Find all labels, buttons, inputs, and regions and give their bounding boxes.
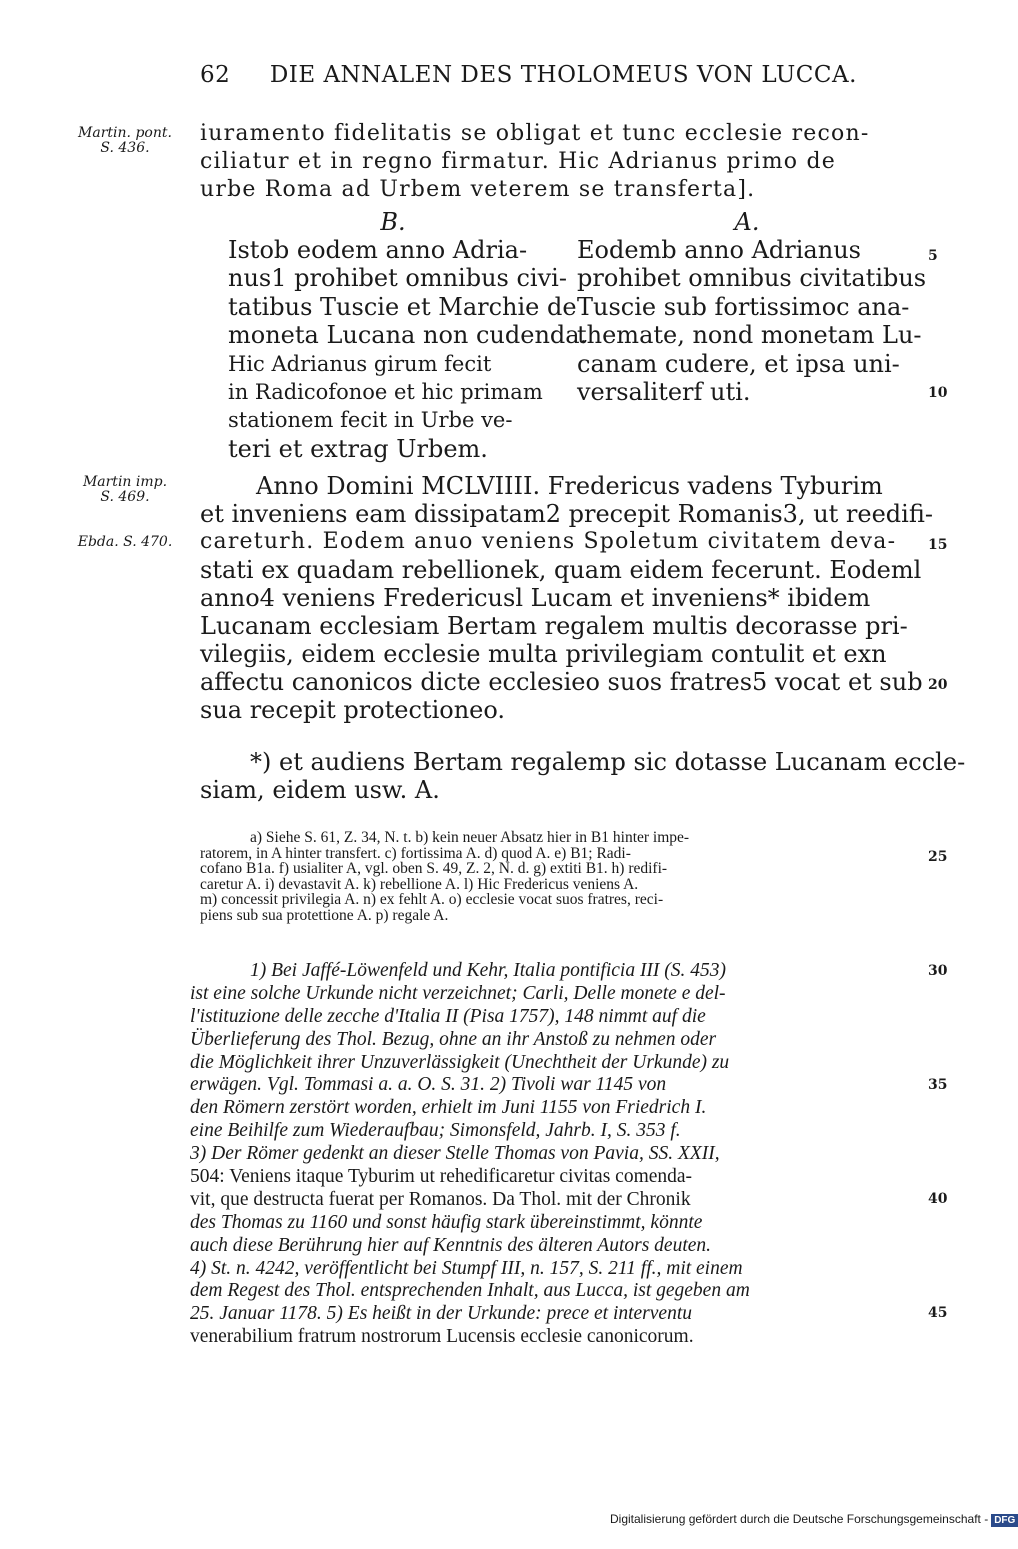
text-line: die Möglichkeit ihrer Unzuverlässigkeit (Unechtheit der Urkunde) zu [190,1051,730,1073]
line-number: 10 [928,385,948,401]
text-line: tatibus Tuscie et Marchie de [228,292,577,321]
text-line: prohibet omnibus civitatibus [577,264,927,293]
text-line: piens sub sua protettione A. p) regale A. [200,906,449,924]
text-line: canam cudere, et ipsa uni- [577,349,900,378]
text-line: vit, que destructa fuerat per Romanos. Da Thol. mit der Chronik [190,1188,691,1210]
text-line: moneta Lucana non cudenda. [228,321,588,350]
line-number: 20 [928,677,948,693]
text-line: a) Siehe S. 61, Z. 34, N. t. b) kein neuer Absatz hier in B1 hinter impe- [250,829,690,846]
text-line: Tuscie sub fortissimoc ana- [577,292,910,321]
text-line: den Römern zerstört worden, erhielt im Juni 1155 von Friedrich I. [190,1097,707,1119]
text-line: Anno Domini MCLVIIII. Fredericus vadens Tyburim [256,472,883,500]
text-line: ist eine solche Urkunde nicht verzeichnet; Carli, Delle monete e del- [190,982,726,1004]
text-line: themate, nond monetam Lu- [577,321,922,350]
line-number: 45 [928,1305,948,1321]
page-number: 62 [200,62,231,88]
text-line: teri et extrag Urbem. [228,434,488,463]
text-line: m) concessit privilegia A. n) ex fehlt A. o) ecclesie vocat suos fratres, reci- [200,891,664,908]
text-line: Istob eodem anno Adria- [228,236,528,264]
text-line: venerabilium fratrum nostrorum Lucensis ecclesie canonicorum. [190,1326,694,1348]
text-line: in Radicofonoe et hic primam [228,379,543,404]
text-line: Überlieferung des Thol. Bezug, ohne an ihr Anstoß zu nehmen oder [190,1028,717,1050]
text-line: ciliatur et in regno firmatur. Hic Adrianus primo de [200,149,836,174]
margin-note-martin-pont [60,126,190,156]
text-line: anno4 veniens Fredericusl Lucam et inveniens* ibidem [200,584,871,612]
dfg-logo: DFG [991,1514,1018,1527]
text-line: vilegiis, eidem ecclesie multa privilegiam contulit et exn [200,640,887,668]
text-line: 3) Der Römer gedenkt an dieser Stelle Thomas von Pavia, SS. XXII, [190,1143,720,1165]
footnotes [190,960,910,1349]
text-line: 4) St. n. 4242, veröffentlicht bei Stumpf III, n. 157, S. 211 ff., mit einem [190,1257,743,1279]
line-number: 35 [928,1077,948,1093]
footer-text: Digitalisierung gefördert durch die Deutsche Forschungsgemeinschaft - [610,1512,989,1526]
line-number: 5 [928,248,938,264]
margin-note-line: Ebda. S. 470. [77,534,173,550]
column-b-heading: B. [380,208,406,236]
column-a [577,208,927,406]
text-line: 1) Bei Jaffé-Löwenfeld und Kehr, Italia pontificia III (S. 453) [250,960,727,981]
text-line: siam, eidem usw. A. [200,776,440,804]
main-text [200,472,933,724]
running-header [200,62,857,88]
column-b [228,208,588,463]
variant-note [200,748,966,804]
text-line: 504: Veniens itaque Tyburim ut rehedificaretur civitas comenda- [190,1166,693,1188]
margin-note-line: S. 469. [100,489,150,505]
text-line: affectu canonicos dicte ecclesieo suos fratres5 vocat et sub [200,668,923,696]
margin-note-line: Martin imp. [82,474,168,490]
text-line: Hic Adrianus girum fecit [228,351,492,376]
column-a-heading: A. [734,208,760,236]
text-line: 25. Januar 1178. 5) Es heißt in der Urkunde: prece et interventu [190,1303,693,1325]
text-line: stati ex quadam rebellionek, quam eidem fecerunt. Eodeml [200,556,922,584]
text-line: caretur A. i) devastavit A. k) rebellione A. l) Hic Fredericus veniens A. [200,875,639,893]
text-line: Lucanam ecclesiam Bertam regalem multis decorasse pri- [200,612,908,640]
text-line: eine Beihilfe zum Wiederaufbau; Simonsfeld, Jahrb. I, S. 353 f. [190,1120,681,1142]
margin-note-line: Martin. pont. [78,125,172,141]
text-line: et inveniens eam dissipatam2 precepit Romanis3, ut reedifi- [200,500,933,528]
text-line: des Thomas zu 1160 und sonst häufig stark übereinstimmt, könnte [190,1211,703,1233]
line-number: 40 [928,1191,948,1207]
text-line: iuramento fidelitatis se obligat et tunc ecclesie recon- [200,121,870,146]
text-line: dem Regest des Thol. entsprechenden Inhalt, aus Lucca, ist gegeben am [190,1280,750,1302]
line-number: 30 [928,963,948,979]
text-line: ratorem, in A hinter transfert. c) fortissima A. d) quod A. e) B1; Radi- [200,844,631,862]
text-line: erwägen. Vgl. Tommasi a. a. O. S. 31. 2) Tivoli war 1145 von [190,1074,667,1096]
running-title: DIE ANNALEN DES THOLOMEUS VON LUCCA. [269,62,857,88]
text-line: urbe Roma ad Urbem veterem se transferta]. [200,177,756,202]
text-line: *) et audiens Bertam regalemp sic dotasse Lucanam eccle- [250,748,966,776]
text-line: stationem fecit in Urbe ve- [228,408,513,433]
intro-text [200,120,920,204]
line-number: 15 [928,537,948,553]
text-line: nus1 prohibet omnibus civi- [228,264,567,293]
text-line: Eodemb anno Adrianus [577,236,861,264]
text-line: l'istituzione delle zecche d'Italia II (Pisa 1757), 148 nimmt auf die [190,1005,706,1027]
text-line: sua recepit protectioneo. [200,696,506,724]
text-line: auch diese Berührung hier auf Kenntnis des älteren Autors deuten. [190,1234,712,1256]
line-number: 25 [928,849,948,865]
digitization-footer [610,1512,1018,1527]
critical-apparatus [200,830,920,923]
margin-note-line: S. 436. [100,140,150,156]
text-line: versaliterf uti. [577,377,751,406]
margin-note-ebda [60,535,190,550]
margin-note-martin-imp [60,475,190,505]
text-line: careturh. Eodem anuo veniens Spoletum civitatem deva- [200,529,897,554]
text-line: cofano B1a. f) usialiter A, vgl. oben S. 49, Z. 2, N. d. g) extiti B1. h) redifi- [200,860,668,877]
